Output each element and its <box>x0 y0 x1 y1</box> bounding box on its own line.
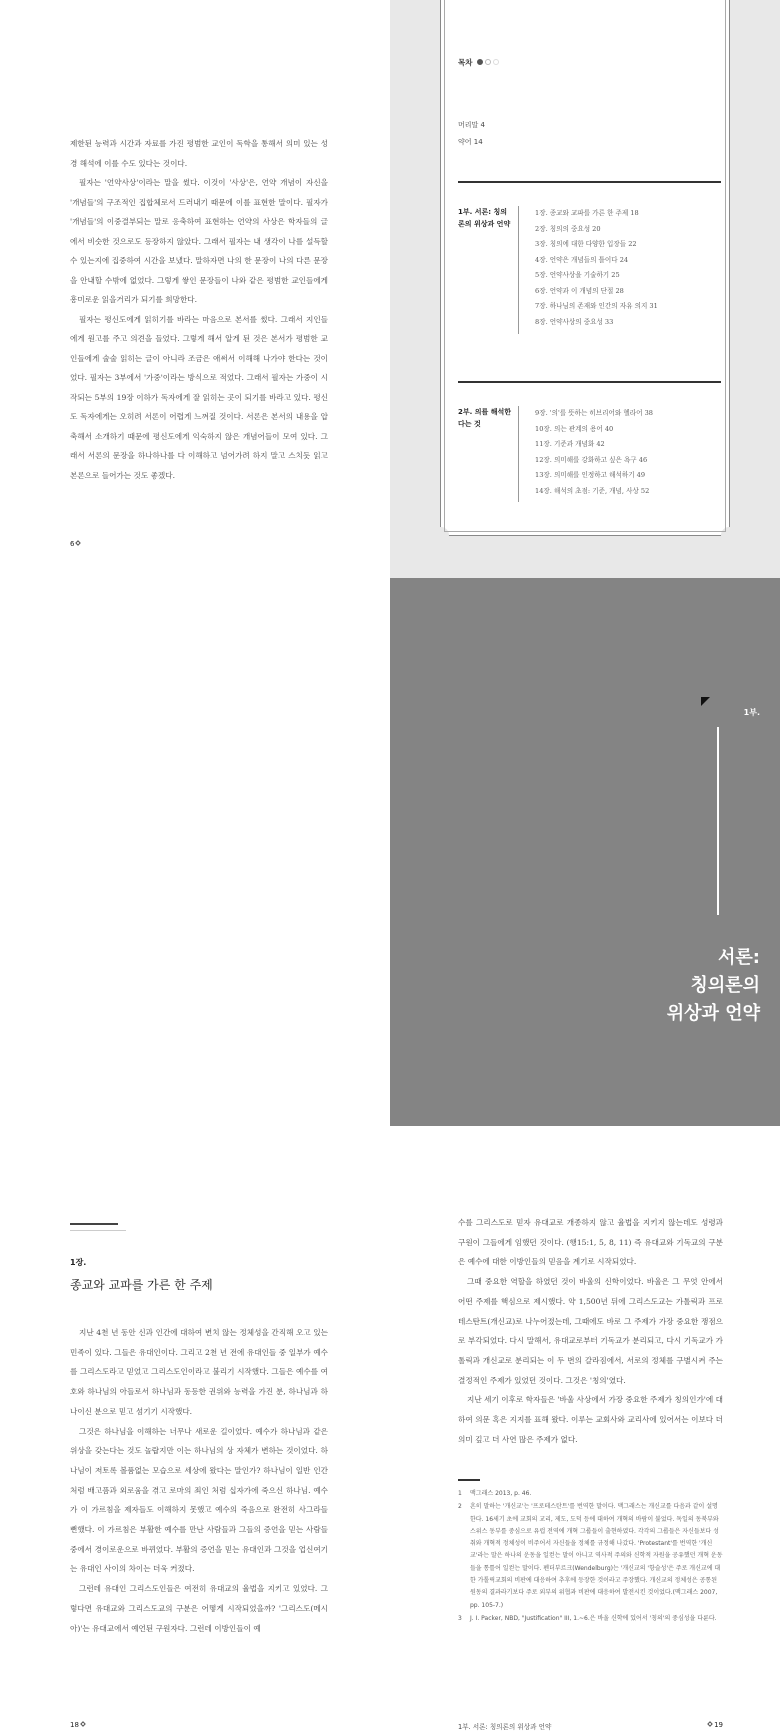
paragraph: 필자는 평신도에게 읽히기를 바라는 마음으로 본서를 썼다. 그래서 지인들에게 원고를 주고 의견을 들었다. 그렇게 해서 알게 된 것은 본서가 평범한 교인들에게 술술 읽히는 글이 아니라 조금은 애써서 이해해 나가야 한다는 것이었다. 필자는 3부에서 '가중'이라는 방식으로 적었다. 그래서 필자는 가중이 시작되는 5부의 19장 이하가 독자에게 잘 읽히는 곳이 되기를 바라고 있다. 평신도 독자에게는 오히려 서론이 어렵게 느껴질 것이다. 서론은 본서의 내용을 압축해서 소개하기 때문에 평신도에게 익숙하지 않은 개념어들이 모여 있다. 그래서 서론의 문장을 하나하나를 다 이해하고 넘어가려 하지 말고 스치듯 읽고 본론으로 들어가는 것도 좋겠다. <box>70 314 328 480</box>
paragraph: 지난 4천 년 동안 신과 인간에 대하여 변치 않는 정체성을 간직해 오고 있는 민족이 있다. 그들은 유대인이다. 그리고 2천 년 전에 유대인들 중 일부가 예수를 그리스도라고 믿었고 그리스도인이라고 불리기 시작했다. 그들은 예수를 여호와 하나님의 아들로서 하나님과 동등한 권위와 능력을 가진 분, 하나님과 하나이신 분으로 믿고 섬기기 시작했다. <box>70 1328 328 1416</box>
page-19 <box>390 1183 780 1733</box>
page-19-body-text <box>458 1213 723 1449</box>
toc-chapter-item[interactable]: 14장. 해석의 초점: 기준, 개념, 사상 52 <box>535 486 650 495</box>
page-number <box>70 1721 87 1729</box>
toc-front-item[interactable]: 약어 14 <box>458 138 483 146</box>
toc-chapter-item[interactable]: 8장. 언약사상의 중요성 33 <box>535 317 614 326</box>
toc-part-name: 2부. 의를 해석한다는 것 <box>458 408 511 428</box>
footnote-text: 맥그래스 2013, p. 46. <box>470 1490 532 1497</box>
footnote-number: 2 <box>458 1503 462 1511</box>
footnote-rule <box>458 1479 480 1481</box>
page-18-body-text <box>70 1323 328 1638</box>
part-divider-line <box>717 727 719 915</box>
toc-title: 목차 <box>458 58 473 67</box>
diamond-icon <box>707 1721 713 1727</box>
toc-chapter-item[interactable]: 1장. 종교와 교파를 가른 한 주제 18 <box>535 209 639 217</box>
chapter-rule <box>70 1223 118 1225</box>
footnote-text: J. I. Packer, NBD, "Justification" III, 1.~6.은 바울 신학에 있어서 '칭의'의 중심성을 다룬다. <box>470 1614 717 1622</box>
part-title-line: 칭의론의 <box>690 975 760 996</box>
paragraph: 수를 그리스도로 믿자 유대교로 개종하지 않고 율법을 지키지 않는데도 성령과 구원이 그들에게 임했던 것이다. (행15:1, 5, 8, 11) 즉 유대교와 기독교의 구분은 예수에 대한 이방인들의 믿음을 계기로 시작되었다. <box>458 1218 723 1267</box>
toc-chapter-item[interactable]: 10장. 의는 관계의 용어 40 <box>535 424 614 433</box>
paragraph: 그때 중요한 역할을 하였던 것이 바울의 신학이었다. 바울은 그 무엇 안에서 어떤 주제를 핵심으로 제시했다. 약 1,500년 뒤에 그리스도교는 가톨릭과 프로테스탄트(개신교)로 나누어졌는데, 그때에도 바로 그 주제가 가장 중요한 쟁점으로 부각되었다. 다시 말해서, 유대교로부터 기독교가 분리되고, 다시 기독교가 가톨릭과 개신교로 분리되는 이 두 번의 갈라짐에서, 서로의 정체를 구별시켜 주는 결정적인 주제가 있었던 것이다. 그것은 '칭의'였다. <box>458 1277 723 1385</box>
diamond-icon <box>80 1721 86 1727</box>
toc-chapter-item[interactable]: 2장. 칭의의 중요성 20 <box>535 224 601 233</box>
toc-divider <box>458 181 721 183</box>
toc-chapter-item[interactable]: 7장. 하나님의 존재와 인간의 자유 의지 31 <box>535 302 658 310</box>
page-number-value: 19 <box>714 1721 723 1729</box>
paragraph: 그런데 유대인 그리스도인들은 여전히 유대교의 율법을 지키고 있었다. 그렇다면 유대교와 그리스도교의 구분은 어떻게 시작되었을까? '그리스도(메시아)'는 유대교에서 예언된 구원자다. 그런데 이방인들이 예 <box>70 1584 328 1633</box>
card-corner <box>721 527 737 543</box>
dot-icon <box>477 59 483 65</box>
card-corner <box>433 527 449 543</box>
spread-preface-toc <box>0 0 780 578</box>
toc-chapter-item[interactable]: 4장. 언약은 개념들의 틀이다 24 <box>535 255 629 264</box>
footnote-number: 3 <box>458 1614 462 1622</box>
part-title-line: 위상과 언약 <box>666 1003 760 1024</box>
running-head: 1부. 서론: 칭의론의 위상과 언약 <box>458 1723 552 1731</box>
page-number-value: 6 <box>70 540 75 548</box>
diamond-icon <box>76 540 82 546</box>
part-divider-page <box>390 578 780 1126</box>
page-number <box>706 1721 723 1729</box>
paragraph: 지난 세기 이후로 학자들은 '바울 사상에서 가장 중요한 주제가 칭의인가'에 대하여 의문 혹은 지지를 표해 왔다. 이루는 교회사와 교리사에 있어서는 이보다 더 의미 깊고 더 사연 많은 주제가 없다. <box>458 1395 723 1444</box>
page-18 <box>0 1183 390 1733</box>
dot-icon <box>485 59 491 65</box>
part-title-line: 서론: <box>718 947 760 968</box>
paragraph: 제한된 능력과 시간과 자료를 가진 평범한 교인이 독학을 통해서 의미 있는 성경 해석에 이를 수도 있다는 것이다. <box>70 139 328 168</box>
chapter-rule <box>70 1230 126 1231</box>
footnote-text: 흔히 말하는 '개신교'는 '프로테스탄트'를 번역한 말이다. 맥그래스는 개신교를 다음과 같이 설명한다. 16세기 초에 교회의 교리, 제도, 도덕 등에 대하여 개혁의 바람이 불었다. 독일의 동북부와 스위스 동부를 중심으로 유럽 전역에 개혁 그룹들이 출현하였다. 각각의 그룹들은 자신들보다 성취와 개혁적 정체성이 비주어서 자신들을 정체를 규정해 나갔다. 'Protestant'를 번역한 '개신교'라는 말은 하나의 운동을 일컫는 말이 아니고 역사적 주의와 신학적 자원을 공유했던 개혁 운동들을 통틀어 일컫는 말이다. 펜더부르크(Wendelburg)는 '개신교의 '항슬성'은 주로 개신교에 대한 가톨릭교회의 비판에 대응하여 추후에 등장한 것이라고 주장했다. 개신교의 정체성은 공통된 원동의 결과라기보다 주로 외부의 위협과 비판에 대응하여 발전시킨 것이었다.(맥그래스 2007, pp. 105-7.) <box>470 1503 723 1609</box>
toc-divider <box>458 381 721 383</box>
footnotes <box>458 1488 723 1626</box>
toc-chapter-item[interactable]: 6장. 언약과 이 개념의 단절 28 <box>535 286 624 295</box>
footnote <box>458 1501 723 1612</box>
toc-chapter-item[interactable]: 13장. 의미해를 인정하고 해석하기 49 <box>535 471 646 479</box>
page-number-value: 18 <box>70 1721 79 1729</box>
paragraph: 그것은 하나님을 이해하는 너무나 새로운 길이었다. 예수가 하나님과 같은 위상을 갖는다는 것도 놀랍지만 이는 하나님의 상 자체가 변하는 것이었다. 하나님이 저토록 볼품없는 모습으로 세상에 왔다는 말인가? 하나님이 일반 인간처럼 배고픔과 외로움을 겪고 로마의 죄인 처럼 십자가에 죽으신 하나님. 예수가 이 가르침을 제자들도 이해하지 못했고 예수의 죽음으로 완전히 사그라들 뻔했다. 이 가르침은 부활한 예수를 만난 사람들과 그들의 증언을 믿는 사람들 중에서 경이로운으로 바뀌었다. 부활의 증언을 믿는 유대인과 그것을 업신여기는 유대인 사이의 차이는 더욱 커졌다. <box>70 1426 328 1574</box>
footnote <box>458 1488 723 1500</box>
toc-chapter-item[interactable]: 5장. 언약사상을 기술하기 25 <box>535 271 620 279</box>
toc-part-name: 1부. 서론: 칭의론의 위상과 언약 <box>458 208 511 228</box>
part-title <box>540 944 760 1028</box>
part-label: 1부. <box>743 708 760 717</box>
footnote <box>458 1613 723 1625</box>
toc-dots <box>475 58 499 67</box>
toc-chapter-item[interactable]: 11장. 기준과 개념화 42 <box>535 440 605 448</box>
toc-part-1 <box>458 206 721 341</box>
footnote-number: 1 <box>458 1490 462 1497</box>
toc-part-line <box>518 406 519 502</box>
toc-front-item[interactable]: 머리말 4 <box>458 121 485 129</box>
toc-chapter-item[interactable]: 3장. 칭의에 대한 다양한 입장들 22 <box>535 240 637 248</box>
toc-chapter-list <box>535 406 653 499</box>
chapter-title: 종교와 교파를 가른 한 주제 <box>70 1278 213 1292</box>
table-of-contents-page <box>390 0 780 578</box>
dot-icon <box>493 59 499 65</box>
corner-triangle-icon <box>701 697 710 706</box>
spread-chapter-1 <box>0 1183 780 1733</box>
toc-chapter-list <box>535 206 658 330</box>
page-6 <box>0 0 390 578</box>
toc-part-line <box>518 206 519 334</box>
chapter-number: 1장. <box>70 1258 87 1267</box>
toc-heading <box>458 57 499 68</box>
paragraph: 필자는 '언약사상'이라는 말을 썼다. 이것이 '사상'은, 언약 개념이 자신을 '개념들'의 구조적인 집합체로서 드러내기 때문에 이를 표현한 말이다. 필자가 '개념들'의 이중결부되는 말로 응축하여 표현하는 언약의 사상은 학자들의 글에서 비슷한 것으로도 등장하지 않았다. 그래서 필자는 내 생각이 나를 설득할 수 있는지에 집중하여 시간을 보냈다. 말하자면 나의 한 문장이 나의 다른 문장을 안내할 수밖에 없었다. 그렇게 쌓인 문장들이 나와 같은 평범한 교인들에게 흥미로운 읽을거리가 되기를 희망한다. <box>70 178 328 304</box>
toc-part-2 <box>458 406 721 506</box>
toc-card <box>440 0 730 536</box>
page-6-body-text <box>70 134 328 485</box>
toc-chapter-item[interactable]: 9장. '의'를 뜻하는 히브리어와 헬라어 38 <box>535 409 653 417</box>
toc-chapter-item[interactable]: 12장. 의미해를 강화하고 싶은 욕구 46 <box>535 455 648 464</box>
page-number <box>70 540 82 548</box>
